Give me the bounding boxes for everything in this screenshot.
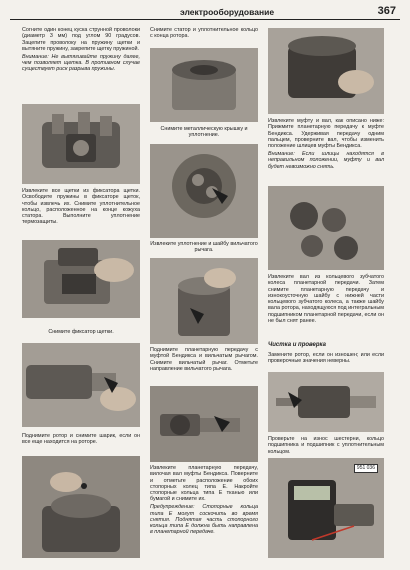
step-text: Поднимите планетарную передачу с муфтой Бендикса и вильчатым рычагом. Снимите вильчатый рычаг. Отметьте направление вильчатого рычага.	[150, 347, 258, 372]
step-note: Предупреждение: Стопорные кольца типа E могут соскочить во время снятия. Поднятая часть стопорного кольца типа E должна быть направлена в планетарной передаче.	[150, 504, 258, 536]
col1-step-2	[22, 188, 140, 227]
col1-step-3	[22, 329, 140, 337]
step-text: Снимите фиксатор щетки.	[48, 329, 114, 335]
photo-armature	[268, 372, 384, 432]
col2-step-1	[150, 27, 258, 41]
col1-step-4	[22, 433, 140, 447]
photo-clutch-shaft	[268, 28, 384, 114]
col3-step-3	[268, 352, 384, 366]
step-text: Поднимите ротор и снимите шарик, если он все еще находится на роторе.	[22, 433, 140, 446]
step-text: Извлеките вал из кольцевого зубчатого колеса планетарной передачи. Затем снимите планетарную передачу и изнокоусточную шайбу с нижней части кольцевого зубчатого колеса, а также шайбу вала ротора, находящуюся под интегральным подшипником планетарной передачи, если он не был снят ранее.	[268, 274, 384, 325]
col3-step-4	[268, 436, 384, 456]
step-note: Внимание: Не вытягивайте пружину далее, чем позволяет щетка. В противном случае существует риск разрыва пружины.	[22, 53, 140, 73]
col3-step-1	[268, 118, 384, 171]
header-rule	[10, 19, 400, 21]
photo-stator	[150, 48, 258, 122]
step-text: Извлеките муфту и вал, как описано ниже: Прижмите планетарную передачу к муфте Бендикса. Удерживая передачу одним пальцем, проверните вал, чтобы изменить положение шлицев муфты Бендикса.	[268, 118, 384, 150]
photo-ball-bearing	[22, 456, 140, 558]
photo-reference-tag: 951 036	[354, 464, 378, 473]
photo-brushes	[22, 104, 140, 184]
step-text: Извлеките уплотнение и шайбу вильчатого рычага.	[150, 241, 258, 254]
col2-step-2	[150, 126, 258, 140]
subsection-title: Чистка и проверка	[268, 342, 326, 348]
step-text: Согните один конец куска струнной проволоки (диаметр 3 мм) под углом 90 градусов. Зацепите проволоку на пружину щетки и вытяните пружину, закрепите щетку пружиной.	[22, 27, 140, 52]
col3-step-2	[268, 274, 384, 326]
photo-cover-seal	[150, 144, 258, 238]
step-text: Извлеките все щетки из фиксатора щетки. Освободите пружины в фиксаторе щеток, чтобы извлечь их. Снимите уплотнительное кольцо, расположенное на конце кожуха статора. Выполните уплотнение термозащиты.	[22, 188, 140, 226]
step-text: Проверьте на износ шестерни, кольцо подшипника и подшипник с уплотнительным кольцом.	[268, 436, 384, 455]
photo-gear-parts	[268, 186, 384, 270]
step-text: Снимите металлическую крышку и уплотнение.	[160, 126, 248, 139]
photo-fork-lever	[150, 258, 258, 344]
col2-step-5	[150, 465, 258, 537]
photo-rotor	[22, 343, 140, 427]
section-title: электрооборудование	[180, 7, 275, 17]
col2-step-3	[150, 241, 258, 255]
step-text: Снимите статор и уплотнительное кольцо с конца ротора.	[150, 27, 258, 40]
photo-brush-holder	[22, 240, 140, 318]
step-text: Извлеките планетарную передачу, вилочая вал муфты Бендикса. Поверните и отметьте расположение обоих стопорных колец типа E. Накройте стопорные кольца типа E тканью или бумагой и снимите их.	[150, 465, 258, 503]
photo-multimeter	[268, 458, 384, 558]
step-note: Внимание: Если шлицы находятся в неправильном положении, муфту и вал будет невозможно снять.	[268, 150, 384, 170]
page-number: 367	[377, 5, 396, 17]
photo-planetary-gear	[150, 386, 258, 462]
col2-step-4	[150, 347, 258, 374]
col1-step-1	[22, 27, 140, 74]
step-text: Замените ротор, если он изношен; или если проверочные значения неверны.	[268, 352, 384, 365]
page-header	[10, 6, 400, 20]
